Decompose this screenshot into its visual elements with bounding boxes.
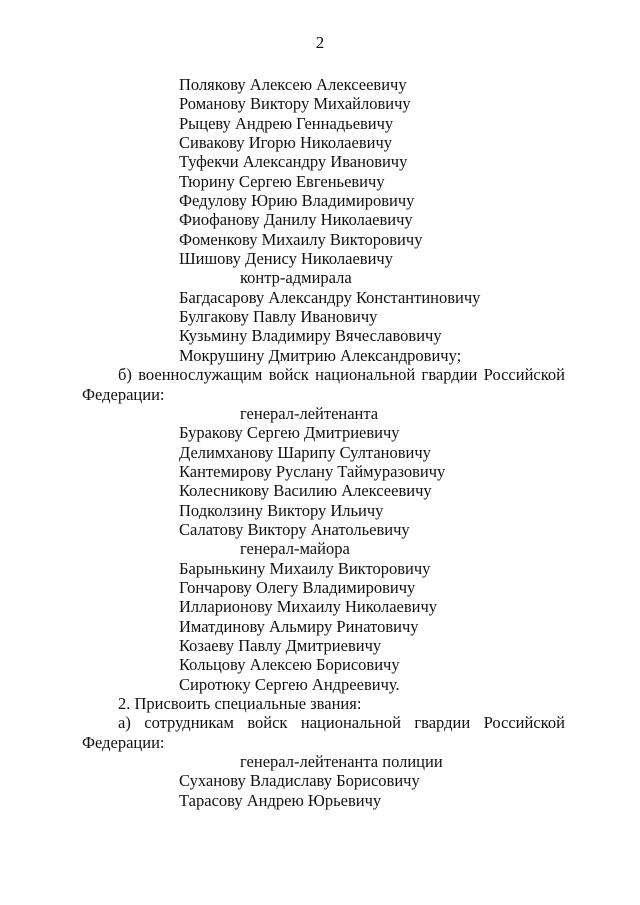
name-line: Сиротюку Сергею Андреевичу.: [179, 674, 400, 694]
name-line: Подколзину Виктору Ильичу: [179, 500, 384, 520]
section-item-2: 2. Присвоить специальные звания:: [118, 694, 362, 713]
name-line: Полякову Алексею Алексеевичу: [179, 75, 407, 94]
name-line: Суханову Владиславу Борисовичу: [179, 771, 420, 791]
paragraph-word: гвардии: [414, 713, 471, 733]
name-line: Иматдинову Альмиру Ринатовичу: [179, 616, 419, 636]
paragraph-word: Российской: [483, 365, 565, 385]
name-line: Илларионову Михаилу Николаевичу: [179, 597, 438, 617]
name-line: Мокрушину Дмитрию Александровичу;: [179, 345, 462, 365]
paragraph-word: а): [118, 713, 131, 733]
paragraph-word: военнослужащим: [138, 365, 263, 385]
page-number: 2: [315, 33, 325, 52]
rank-heading: генерал-лейтенанта полиции: [240, 752, 443, 772]
paragraph-word: Российской: [483, 713, 565, 733]
name-line: Козаеву Павлу Дмитриевичу: [179, 635, 382, 655]
name-line: Делимханову Шарипу Султановичу: [179, 442, 431, 462]
name-line: Багдасарову Александру Константиновичу: [179, 287, 481, 307]
name-line: Салатову Виктору Анатольевичу: [179, 519, 410, 539]
name-line: Буракову Сергею Дмитриевичу: [179, 423, 400, 443]
name-line: Барынькину Михаилу Викторовичу: [179, 558, 431, 578]
name-line: Гончарову Олегу Владимировичу: [179, 577, 416, 597]
name-line: Тюрину Сергею Евгеньевичу: [179, 171, 385, 191]
name-line: Рыцеву Андрею Геннадьевичу: [179, 113, 394, 133]
paragraph-word: войск: [247, 713, 288, 733]
paragraph-a-continuation: Федерации:: [82, 732, 165, 752]
paragraph-word: национальной: [300, 713, 401, 733]
name-line: Сивакову Игорю Николаевичу: [179, 133, 392, 153]
paragraph-word: б): [118, 365, 132, 385]
name-line: Тарасову Андрею Юрьевичу: [179, 790, 382, 810]
paragraph-word: национальной: [315, 365, 416, 385]
name-line: Романову Виктору Михайловичу: [179, 94, 411, 114]
name-line: Туфекчи Александру Ивановичу: [179, 152, 408, 172]
name-line: Кузьмину Владимиру Вячеславовичу: [179, 326, 442, 346]
paragraph-word: войск: [268, 365, 309, 385]
name-line: Кольцову Алексею Борисовичу: [179, 655, 400, 675]
paragraph-b-continuation: Федерации:: [82, 384, 165, 404]
name-line: Булгакову Павлу Ивановичу: [179, 307, 378, 327]
paragraph-word: сотрудникам: [144, 713, 234, 733]
rank-heading: генерал-майора: [240, 539, 350, 559]
name-line: Кантемирову Руслану Таймуразовичу: [179, 461, 446, 481]
name-line: Шишову Денису Николаевичу: [179, 249, 393, 269]
document-body: [0, 75, 640, 810]
name-line: Фиофанову Данилу Николаевичу: [179, 210, 413, 230]
rank-heading: генерал-лейтенанта: [240, 403, 379, 423]
paragraph-b-first-line: [118, 365, 565, 384]
paragraph-a-first-line: [118, 713, 565, 732]
rank-heading: контр-адмирала: [240, 268, 352, 288]
name-line: Колесникову Василию Алексеевичу: [179, 481, 432, 501]
name-line: Федулову Юрию Владимировичу: [179, 191, 415, 211]
name-line: Фоменкову Михаилу Викторовичу: [179, 229, 423, 249]
paragraph-word: гвардии: [421, 365, 478, 385]
